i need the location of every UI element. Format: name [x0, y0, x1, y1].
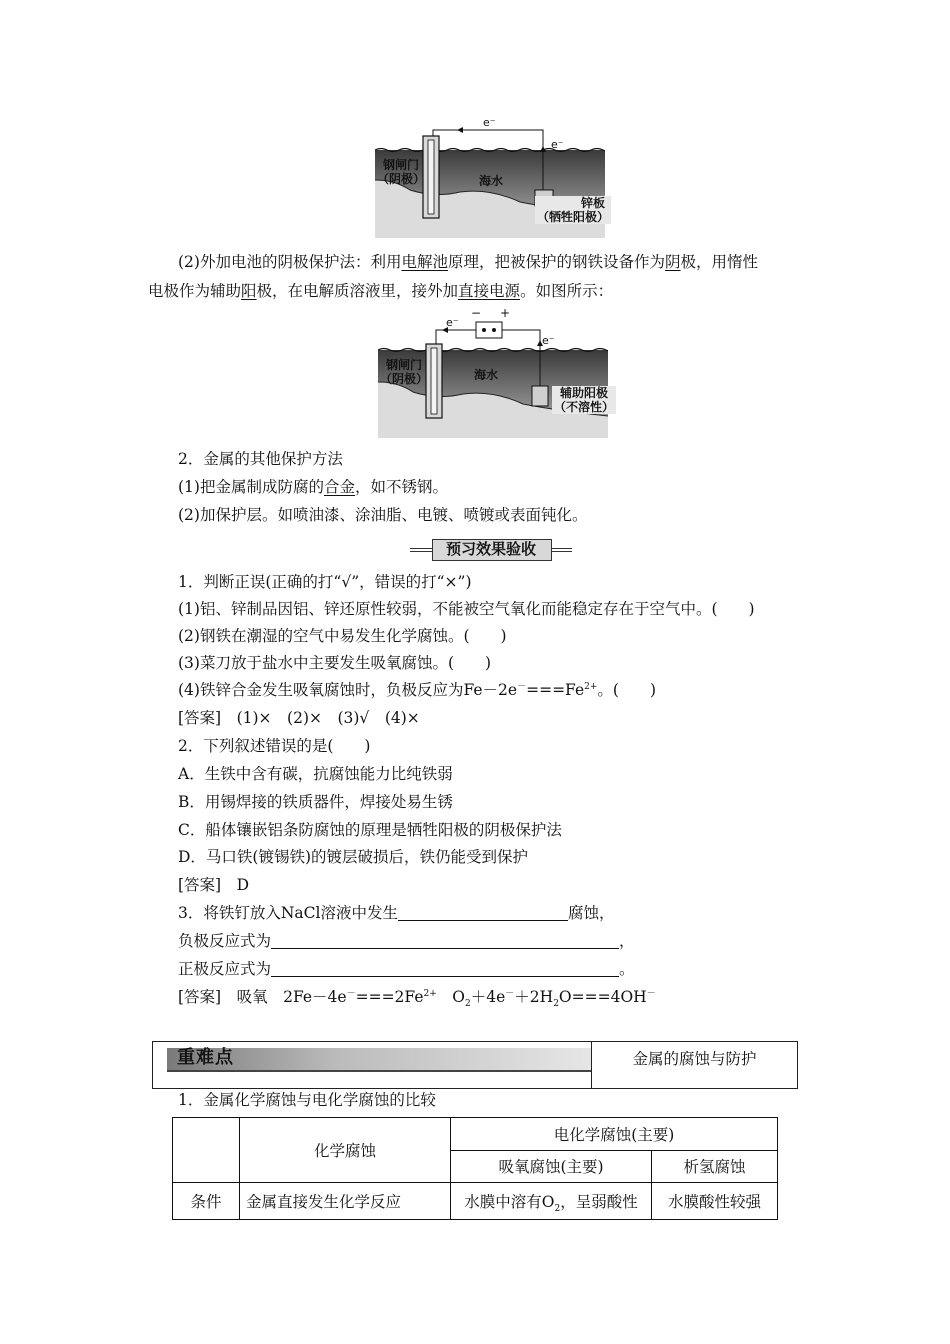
text: (2)外加电池的阴极保护法：利用 — [178, 253, 402, 271]
q1-answer: [答案] (1)× (2)× (3)√ (4)× — [178, 709, 420, 727]
header-hydrogen-evolution: 析氢腐蚀 — [652, 1150, 778, 1183]
steel-gate-label-line2: （阴极） — [380, 372, 429, 386]
text: ， — [619, 932, 635, 950]
superscript: － — [517, 681, 527, 692]
header-electrochemical-corrosion: 电化学腐蚀(主要) — [451, 1118, 778, 1151]
text: O — [436, 988, 465, 1006]
steel-gate-label-line1: 钢闸门 — [386, 358, 423, 372]
q3-answer — [178, 986, 656, 1008]
superscript: 2+ — [423, 988, 437, 999]
table-row — [173, 1183, 778, 1220]
other-methods-heading: 2．金属的其他保护方法 — [178, 450, 343, 468]
underlined-answer: 阴 — [665, 253, 681, 271]
superscript: － — [646, 988, 656, 999]
answer-blank — [398, 904, 568, 921]
text: O===4OH — [558, 988, 647, 1006]
superscript: 2+ — [584, 681, 598, 692]
underlined-answer: 合金 — [323, 478, 355, 496]
text: 极，在电解质溶液里，接外加 — [256, 282, 459, 300]
q3-positive-electrode — [178, 958, 635, 980]
corrosion-comparison-table — [172, 1117, 778, 1220]
text: (1)把金属制成防腐的 — [178, 478, 324, 496]
text: 3．将铁钉放入NaCl溶液中发生 — [178, 904, 398, 922]
text: 电极作为辅助 — [148, 282, 242, 300]
q1-stem: 1．判断正误(正确的打“√”，错误的打“×”) — [178, 573, 472, 591]
cell-hydrogen-condition: 水膜酸性较强 — [652, 1183, 778, 1220]
zinc-plate-label — [535, 196, 611, 224]
figure-impressed-current — [378, 306, 615, 438]
text: ，如不锈钢。 — [354, 478, 448, 496]
q2-stem: 2．下列叙述错误的是( ) — [178, 737, 371, 755]
auxiliary-anode-label-line1: 辅助阳极 — [560, 386, 609, 400]
table-corner-cell — [173, 1118, 240, 1183]
seawater-label: 海水 — [474, 368, 499, 382]
other-methods-item1 — [178, 476, 448, 498]
subscript: 2 — [553, 999, 559, 1010]
text: 水膜中溶有O — [464, 1193, 555, 1211]
superscript: － — [505, 988, 515, 999]
banner-title: 预习效果验收 — [445, 540, 536, 558]
q2-answer: [答案] D — [178, 876, 250, 894]
electron-label-right: e⁻ — [542, 334, 555, 347]
q1-statement-1: (1)铝、锌制品因铝、锌还原性较弱，不能被空气氧化而能稳定存在于空气中。( ) — [178, 600, 755, 618]
text: ，呈弱酸性 — [560, 1193, 638, 1211]
text: 腐蚀， — [567, 904, 615, 922]
steel-gate-label-line2: （阴极） — [377, 172, 426, 186]
key-point-tag: 重难点 — [177, 1047, 234, 1068]
steel-gate-label-line1: 钢闸门 — [383, 158, 420, 172]
subscript: 2 — [554, 1204, 561, 1215]
text: ===2Fe — [355, 988, 424, 1006]
underlined-answer: 直接电源 — [458, 282, 521, 300]
figure-sacrificial-anode — [375, 116, 610, 238]
text: 原理，把被保护的钢铁设备作为 — [447, 253, 665, 271]
key-point-header — [152, 1041, 798, 1089]
text: 正极反应式为 — [178, 960, 272, 978]
header-oxygen-absorption: 吸氧腐蚀(主要) — [451, 1150, 652, 1183]
text: (4)铁锌合金发生吸氧腐蚀时，负极反应为Fe－2e — [178, 681, 518, 699]
impressed-current-line1 — [178, 251, 758, 273]
text: 。 — [619, 960, 635, 978]
q3-negative-electrode — [178, 930, 635, 952]
text: ＋2H — [514, 988, 554, 1006]
row-label-condition: 条件 — [173, 1183, 240, 1220]
zinc-plate-label-line1: 锌板 — [581, 196, 606, 210]
comparison-heading: 1．金属化学腐蚀与电化学腐蚀的比较 — [178, 1091, 436, 1109]
other-methods-item2: (2)加保护层。如喷油漆、涂油脂、电镀、喷镀或表面钝化。 — [178, 506, 588, 524]
electron-label-top: e⁻ — [483, 116, 496, 129]
text: ===Fe — [526, 681, 585, 699]
key-point-topic: 金属的腐蚀与防护 — [632, 1050, 757, 1068]
header-chemical-corrosion: 化学腐蚀 — [240, 1118, 451, 1183]
text: 负极反应式为 — [178, 932, 272, 950]
positive-terminal: + — [500, 306, 511, 320]
underlined-answer: 电解池 — [401, 253, 448, 271]
table-row — [173, 1118, 778, 1151]
impressed-current-line2 — [148, 280, 613, 302]
text: 。如图所示： — [520, 282, 614, 300]
negative-terminal: − — [471, 306, 482, 320]
superscript: － — [346, 988, 356, 999]
preview-check-banner — [410, 539, 572, 559]
cell-oxygen-condition — [451, 1183, 652, 1220]
electron-label-left: e⁻ — [446, 316, 459, 329]
q2-option-c: C．船体镶嵌铝条防腐蚀的原理是牺牲阳极的阴极保护法 — [178, 821, 562, 839]
underlined-answer: 阳 — [241, 282, 257, 300]
steel-gate-label — [377, 158, 425, 186]
text: 。( ) — [597, 681, 657, 699]
auxiliary-anode-label-line2: （不溶性） — [554, 400, 615, 414]
q1-statement-4 — [178, 679, 656, 701]
q3-stem — [178, 902, 615, 924]
seawater-label: 海水 — [479, 174, 504, 188]
text: [答案] 吸氧 2Fe－4e — [178, 988, 347, 1006]
answer-blank — [271, 932, 619, 949]
q1-statement-3: (3)菜刀放于盐水中主要发生吸氧腐蚀。( ) — [178, 654, 492, 672]
q2-option-a: A．生铁中含有碳，抗腐蚀能力比纯铁弱 — [178, 765, 453, 783]
zinc-plate-label-line2: （牺牲阳极） — [537, 210, 610, 224]
electron-label-side: e⁻ — [551, 138, 564, 151]
q1-statement-2: (2)钢铁在潮湿的空气中易发生化学腐蚀。( ) — [178, 627, 507, 645]
subscript: 2 — [465, 999, 471, 1010]
text: 极，用惰性 — [680, 253, 759, 271]
q2-option-d: D．马口铁(镀锡铁)的镀层破损后，铁仍能受到保护 — [178, 848, 529, 866]
steel-gate-label — [380, 358, 428, 386]
auxiliary-anode-label — [552, 386, 616, 414]
text: ＋4e — [470, 988, 506, 1006]
q2-option-b: B．用锡焊接的铁质器件，焊接处易生锈 — [178, 793, 453, 811]
cell-chemical-condition: 金属直接发生化学反应 — [240, 1183, 451, 1220]
answer-blank — [271, 960, 619, 977]
